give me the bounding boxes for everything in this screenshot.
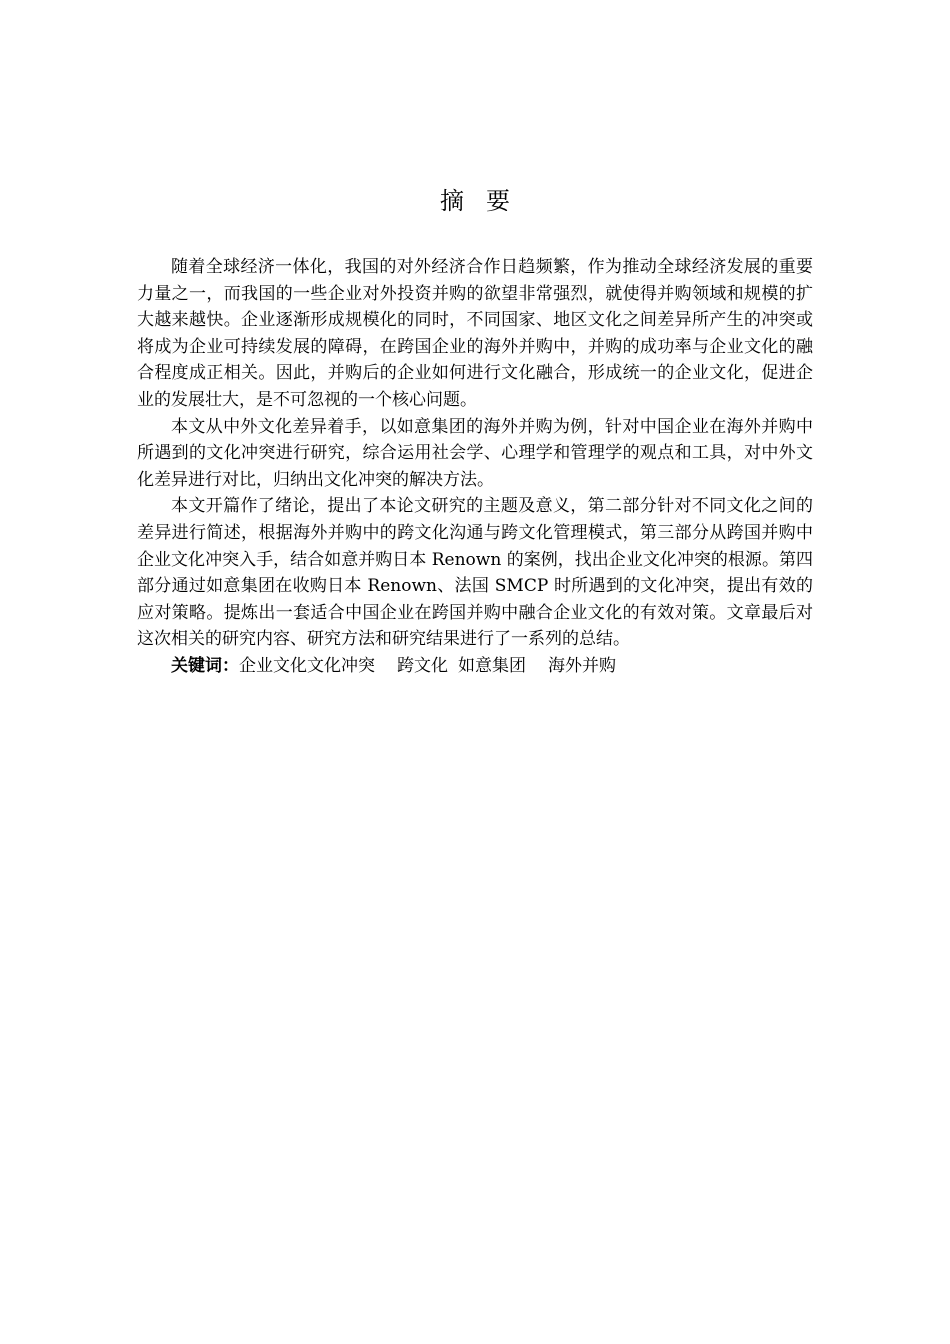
page-title [0,183,950,219]
abstract-paragraph-1: 随着全球经济一体化，我国的对外经济合作日趋频繁，作为推动全球经济发展的重要力量之一，而我国的一些企业对外投资并购的欲望非常强烈，就使得并购领域和规模的扩大越来越快。企业逐渐形成规模化的同时，不同国家、地区文化之间差异所产生的冲突或将成为企业可持续发展的障碍，在跨国企业的海外并购中，并购的成功率与企业文化的融合程度成正相关。因此，并购后的企业如何进行文化融合，形成统一的企业文化，促进企业的发展壮大，是不可忽视的一个核心问题。 [137,257,813,410]
keywords-label: 关键词： [171,655,239,676]
abstract-body [137,254,813,680]
keyword-item-1: 企业文化文化冲突 [239,655,375,676]
title-char-2: 要 [486,187,510,215]
title-char-1: 摘 [440,187,464,215]
keyword-item-2: 跨文化 [397,655,448,676]
abstract-paragraph-3: 本文开篇作了绪论，提出了本论文研究的主题及意义，第二部分针对不同文化之间的差异进行简述，根据海外并购中的跨文化沟通与跨文化管理模式，第三部分从跨国并购中企业文化冲突入手，结合如意并购日本 Renown 的案例，找出企业文化冲突的根源。第四部分通过如意集团在收购日本 Renown、法国 SMCP 时所遇到的文化冲突，提出有效的应对策略。提炼出一套适合中国企业在跨国并购中融合企业文化的有效对策。文章最后对这次相关的研究内容、研究方法和研究结果进行了一系列的总结。 [137,496,813,650]
keywords-line [137,653,813,680]
keyword-item-3: 如意集团 [458,655,526,676]
abstract-paragraph-2: 本文从中外文化差异着手，以如意集团的海外并购为例，针对中国企业在海外并购中所遇到的文化冲突进行研究，综合运用社会学、心理学和管理学的观点和工具，对中外文化差异进行对比，归纳出文化冲突的解决方法。 [137,416,813,490]
keyword-item-4: 海外并购 [548,655,616,676]
